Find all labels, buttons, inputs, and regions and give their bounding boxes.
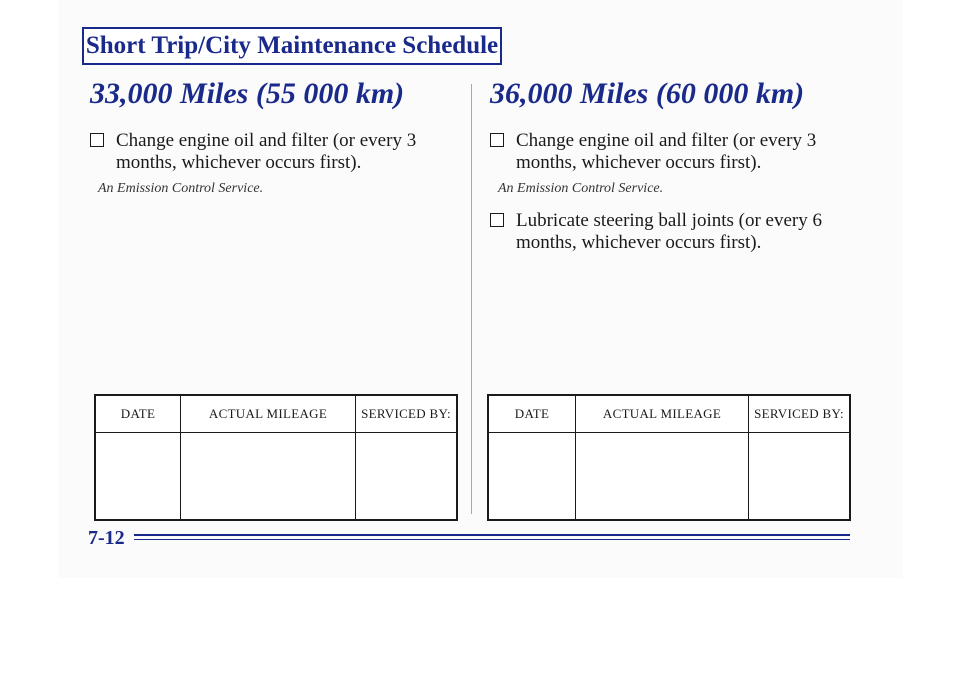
page-number: 7-12 [88,527,125,549]
milestone-heading: 36,000 Miles (60 000 km) [490,77,805,110]
table-row [95,433,457,521]
footer-rule [134,539,850,540]
task-note: An Emission Control Service. [98,181,264,196]
actual-mileage-cell[interactable] [181,433,356,521]
maintenance-task [490,210,870,254]
table-header-row [488,395,850,433]
section-title: Short Trip/City Maintenance Schedule [85,32,499,59]
checkbox-icon[interactable] [490,213,504,227]
service-log-table [487,394,851,521]
serviced-by-header: SERVICED BY: [356,395,458,433]
task-text: Change engine oil and filter (or every 3 months, whichever occurs first). [116,130,417,173]
checkbox-icon[interactable] [490,133,504,147]
service-log-table [94,394,458,521]
serviced-by-cell[interactable] [356,433,458,521]
table-header-row [95,395,457,433]
date-header: DATE [488,395,576,433]
actual-mileage-header: ACTUAL MILEAGE [181,395,356,433]
task-text: Lubricate steering ball joints (or every 6 months, whichever occurs first). [516,210,823,253]
serviced-by-cell[interactable] [749,433,851,521]
task-note: An Emission Control Service. [498,181,664,196]
serviced-by-header: SERVICED BY: [749,395,851,433]
section-header [82,27,502,65]
actual-mileage-header: ACTUAL MILEAGE [576,395,749,433]
date-header: DATE [95,395,181,433]
page-footer [88,527,850,547]
footer-rule [134,534,850,536]
column-divider [471,84,472,514]
maintenance-task [90,130,470,200]
milestone-heading: 33,000 Miles (55 000 km) [90,77,405,110]
date-cell[interactable] [95,433,181,521]
maintenance-task [490,130,870,200]
task-text: Change engine oil and filter (or every 3 months, whichever occurs first). [516,130,817,173]
actual-mileage-cell[interactable] [576,433,749,521]
table-row [488,433,850,521]
schedule-column-33000 [90,72,470,200]
date-cell[interactable] [488,433,576,521]
schedule-column-36000 [490,72,870,254]
checkbox-icon[interactable] [90,133,104,147]
